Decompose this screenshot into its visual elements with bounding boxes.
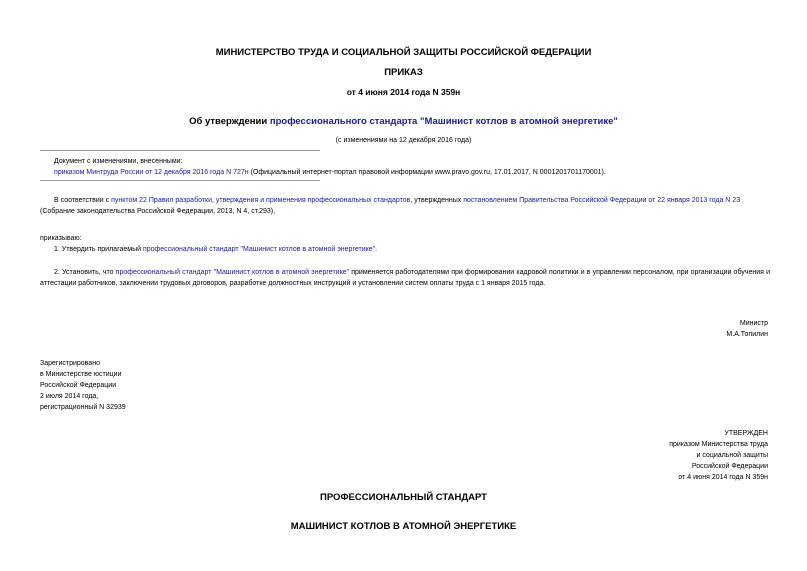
item-text: 1. Утвердить прилагаемый bbox=[54, 246, 143, 253]
signature-block bbox=[726, 318, 768, 340]
approval-line: УТВЕРЖДЕН bbox=[724, 430, 768, 437]
standard-link[interactable]: профессиональный стандарт "Машинист котлов в атомной энергетике" bbox=[115, 269, 350, 276]
signer-position: Министр bbox=[739, 320, 768, 327]
approval-block bbox=[669, 428, 768, 483]
subject-prefix: Об утверждении bbox=[189, 116, 270, 127]
registration-line: Российской Федерации bbox=[40, 382, 117, 389]
approval-line: и социальной защиты bbox=[696, 452, 768, 459]
standard-name: МАШИНИСТ КОТЛОВ В АТОМНОЙ ЭНЕРГЕТИКЕ bbox=[290, 521, 517, 532]
order-heading: ПРИКАЗ bbox=[384, 67, 423, 78]
standard-link[interactable]: профессиональный стандарт "Машинист котлов в атомной энергетике" bbox=[142, 246, 376, 253]
approval-line: Российской Федерации bbox=[691, 463, 768, 470]
doc-note-line1: Документ с изменениями, внесенными: bbox=[54, 158, 183, 165]
registration-line: Зарегистрировано bbox=[40, 360, 100, 367]
subject-link[interactable]: профессионального стандарта "Машинист котлов в атомной энергетике" bbox=[269, 116, 618, 127]
registration-line: 2 июля 2014 года, bbox=[40, 393, 99, 400]
preamble-text: В соответствии с bbox=[54, 197, 112, 204]
preamble-paragraph bbox=[40, 195, 770, 217]
resolution-link[interactable]: постановлением Правительства Российской Федерации от 22 января 2013 года N 23 bbox=[463, 197, 741, 204]
changes-note: (с изменениями на 12 декабря 2016 года) bbox=[335, 137, 472, 144]
order-item-1 bbox=[54, 246, 377, 253]
item-text: применяется работодателями при формировании кадровой политики и в управлении персоналом, при организации обучения и аттестации работников, заключении трудовых договоров, разработке должностных инструкций и установлении систем оплаты труда с 1 января 2015 года. bbox=[40, 269, 770, 287]
order-item-2 bbox=[40, 267, 770, 289]
standard-heading: ПРОФЕССИОНАЛЬНЫЙ СТАНДАРТ bbox=[320, 492, 487, 503]
ministry-heading: МИНИСТЕРСТВО ТРУДА И СОЦИАЛЬНОЙ ЗАЩИТЫ РОССИЙСКОЙ ФЕДЕРАЦИИ bbox=[215, 47, 592, 58]
divider-top bbox=[40, 150, 320, 151]
document-changes-note bbox=[54, 156, 774, 178]
preamble-text: (Собрание законодательства Российской Федерации, 2013, N 4, ст.293), bbox=[40, 208, 276, 215]
registration-line: регистрационный N 32939 bbox=[40, 404, 126, 411]
order-directive: приказываю: bbox=[40, 235, 82, 242]
divider-bottom bbox=[40, 180, 320, 181]
item-text: . bbox=[375, 246, 378, 253]
amendment-link[interactable]: приказом Минтруда России от 12 декабря 2016 года N 727н bbox=[54, 169, 249, 176]
amendment-source: (Официальный интернет-портал правовой информации www.pravo.gov.ru, 17.01.2017, N 0001201701170001). bbox=[248, 169, 606, 176]
rules-link[interactable]: пунктом 22 Правил разработки, утверждения и применения профессиональных стандартов bbox=[111, 197, 411, 204]
registration-line: в Министерстве юстиции bbox=[40, 371, 122, 378]
approval-line: от 4 июня 2014 года N 359н bbox=[678, 474, 768, 481]
registration-block bbox=[40, 358, 126, 413]
approval-line: приказом Министерства труда bbox=[669, 441, 768, 448]
preamble-text: , утвержденных bbox=[410, 197, 464, 204]
item-text: 2. Установить, что bbox=[54, 269, 116, 276]
signer-name: М.А.Топилин bbox=[726, 331, 768, 338]
order-subject bbox=[0, 116, 807, 127]
order-date: от 4 июня 2014 года N 359н bbox=[346, 87, 461, 97]
